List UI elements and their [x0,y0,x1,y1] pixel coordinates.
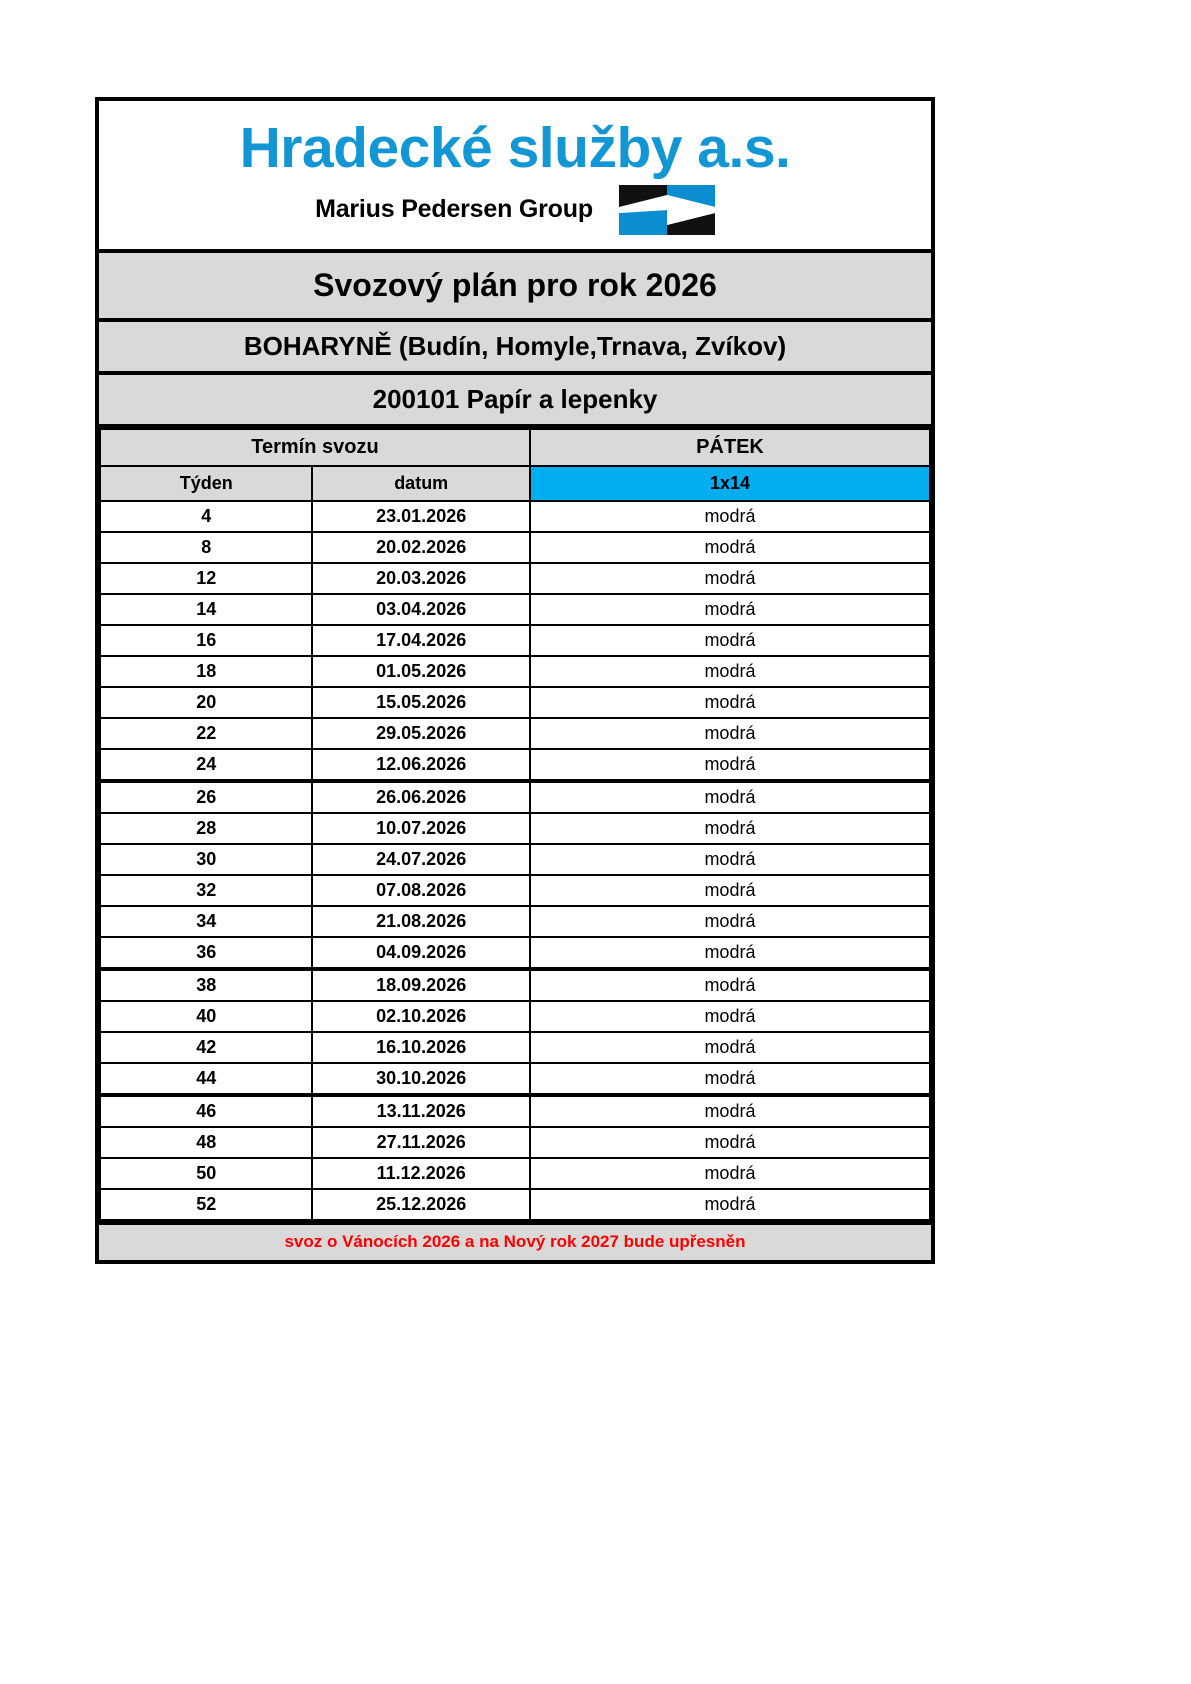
cell-date: 01.05.2026 [312,656,529,687]
cell-week: 28 [100,813,312,844]
header-week: Týden [100,466,312,501]
cell-date: 07.08.2026 [312,875,529,906]
table-group-header-row [100,429,930,466]
cell-bin-color: modrá [530,844,930,875]
table-row [100,594,930,625]
header-termin-svozu: Termín svozu [100,429,530,466]
cell-bin-color: modrá [530,718,930,749]
cell-bin-color: modrá [530,749,930,781]
table-row [100,1189,930,1220]
table-row [100,501,930,532]
table-row [100,1158,930,1189]
cell-week: 32 [100,875,312,906]
table-row [100,1063,930,1095]
table-row [100,1127,930,1158]
cell-week: 26 [100,781,312,813]
cell-date: 20.02.2026 [312,532,529,563]
plan-title: Svozový plán pro rok 2026 [99,253,931,322]
table-row [100,625,930,656]
table-row [100,937,930,969]
table-column-header-row [100,466,930,501]
cell-bin-color: modrá [530,1001,930,1032]
table-row [100,532,930,563]
cell-bin-color: modrá [530,1063,930,1095]
cell-bin-color: modrá [530,625,930,656]
table-row [100,563,930,594]
cell-bin-color: modrá [530,563,930,594]
cell-date: 18.09.2026 [312,969,529,1001]
cell-date: 21.08.2026 [312,906,529,937]
cell-week: 30 [100,844,312,875]
cell-bin-color: modrá [530,875,930,906]
cell-week: 18 [100,656,312,687]
cell-bin-color: modrá [530,1189,930,1220]
cell-week: 50 [100,1158,312,1189]
location-title: BOHARYNĚ (Budín, Homyle,Trnava, Zvíkov) [99,322,931,375]
header-frequency: 1x14 [530,466,930,501]
cell-date: 11.12.2026 [312,1158,529,1189]
header-weekday: PÁTEK [530,429,930,466]
cell-date: 20.03.2026 [312,563,529,594]
cell-date: 17.04.2026 [312,625,529,656]
cell-date: 13.11.2026 [312,1095,529,1127]
cell-date: 10.07.2026 [312,813,529,844]
cell-bin-color: modrá [530,1127,930,1158]
cell-bin-color: modrá [530,906,930,937]
table-row [100,875,930,906]
table-row [100,844,930,875]
cell-date: 03.04.2026 [312,594,529,625]
footer-note: svoz o Vánocích 2026 a na Nový rok 2027 bude upřesněn [99,1221,931,1260]
table-row [100,656,930,687]
table-row [100,969,930,1001]
cell-bin-color: modrá [530,1158,930,1189]
company-name: Hradecké služby a.s. [239,116,791,180]
cell-week: 46 [100,1095,312,1127]
cell-bin-color: modrá [530,781,930,813]
cell-week: 12 [100,563,312,594]
cell-week: 52 [100,1189,312,1220]
cell-date: 29.05.2026 [312,718,529,749]
table-row [100,718,930,749]
cell-week: 42 [100,1032,312,1063]
cell-bin-color: modrá [530,594,930,625]
table-row [100,687,930,718]
cell-date: 04.09.2026 [312,937,529,969]
cell-week: 34 [100,906,312,937]
cell-bin-color: modrá [530,687,930,718]
cell-week: 36 [100,937,312,969]
cell-date: 30.10.2026 [312,1063,529,1095]
cell-week: 44 [100,1063,312,1095]
cell-week: 24 [100,749,312,781]
cell-week: 14 [100,594,312,625]
cell-date: 26.06.2026 [312,781,529,813]
table-row [100,1001,930,1032]
cell-bin-color: modrá [530,813,930,844]
cell-date: 12.06.2026 [312,749,529,781]
cell-week: 20 [100,687,312,718]
cell-bin-color: modrá [530,969,930,1001]
header-date: datum [312,466,529,501]
table-row [100,906,930,937]
group-row [99,181,931,243]
cell-bin-color: modrá [530,937,930,969]
cell-week: 4 [100,501,312,532]
cell-week: 40 [100,1001,312,1032]
cell-date: 02.10.2026 [312,1001,529,1032]
cell-date: 23.01.2026 [312,501,529,532]
marius-pedersen-logo-icon [619,185,715,235]
cell-week: 22 [100,718,312,749]
cell-bin-color: modrá [530,501,930,532]
schedule-table-body [100,501,930,1220]
cell-bin-color: modrá [530,656,930,687]
cell-week: 16 [100,625,312,656]
group-name: Marius Pedersen Group [315,195,593,224]
table-row [100,813,930,844]
table-row [100,749,930,781]
cell-week: 48 [100,1127,312,1158]
table-row [100,781,930,813]
cell-week: 38 [100,969,312,1001]
table-row [100,1095,930,1127]
cell-date: 27.11.2026 [312,1127,529,1158]
cell-bin-color: modrá [530,1095,930,1127]
waste-type-title: 200101 Papír a lepenky [99,375,931,428]
cell-date: 15.05.2026 [312,687,529,718]
cell-date: 16.10.2026 [312,1032,529,1063]
cell-date: 25.12.2026 [312,1189,529,1220]
table-row [100,1032,930,1063]
cell-week: 8 [100,532,312,563]
logo-band [99,101,931,253]
cell-bin-color: modrá [530,1032,930,1063]
schedule-table [99,428,931,1221]
schedule-sheet [95,97,935,1264]
cell-bin-color: modrá [530,532,930,563]
cell-date: 24.07.2026 [312,844,529,875]
